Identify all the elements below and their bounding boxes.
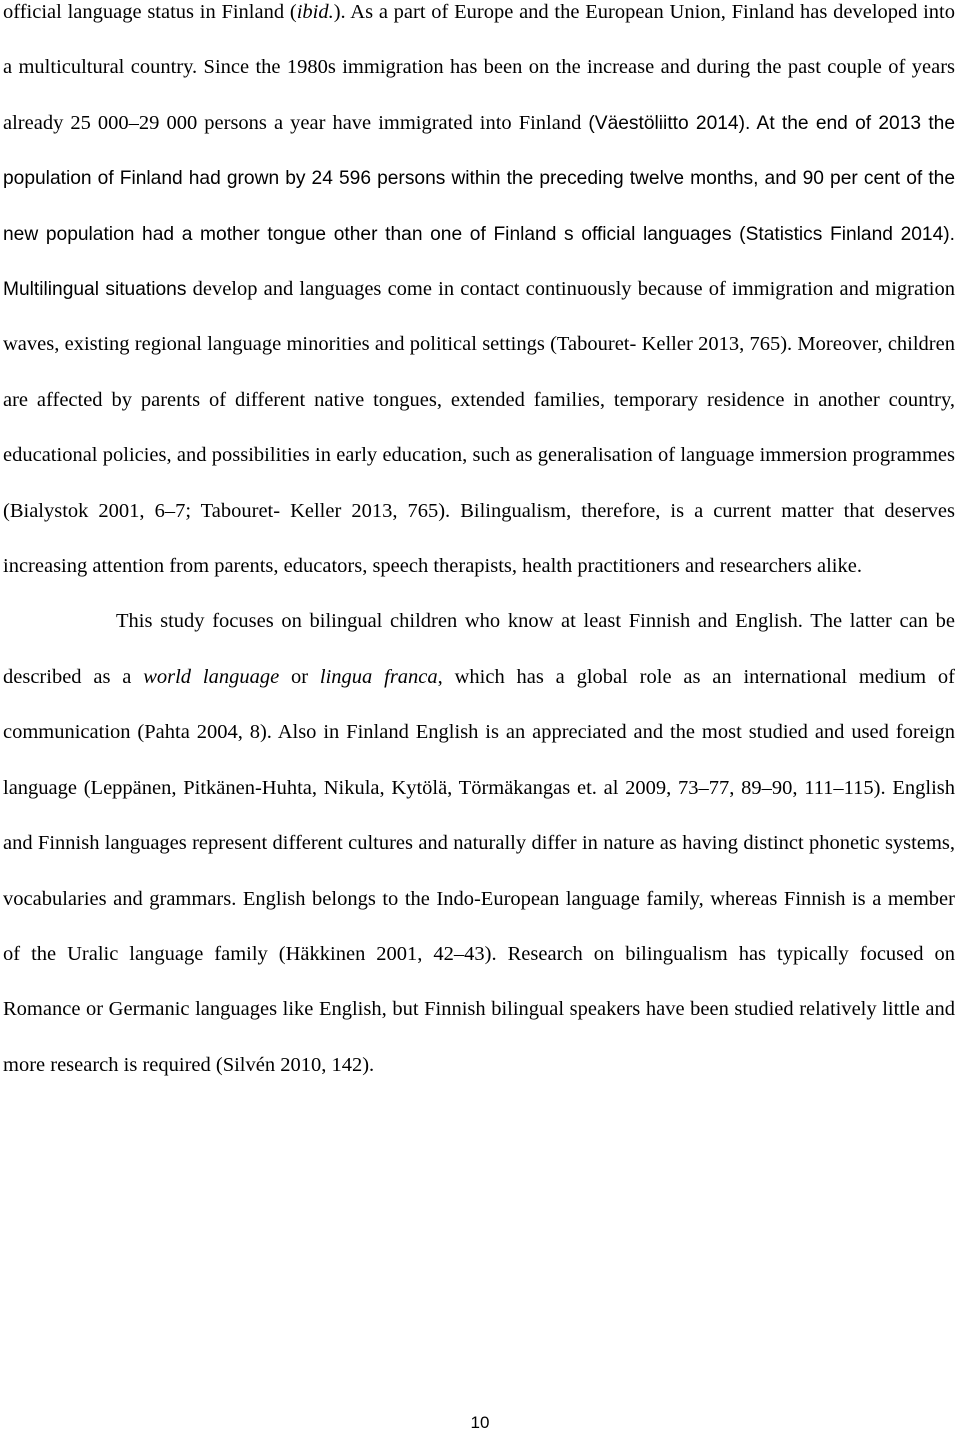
paragraph-2-rest: , which has a global role as an international medium of communication (Pahta 2004, 8). Also in Finland English is an appreciated and the most studied and used foreign language (Leppänen, Pitkänen-Huhta, Nikula, Kytölä, Törmäkangas et. al 2009, 73–77, 89–90, 111–115). English and Finnish languages represent different cultures and naturally differ in nature as having distinct phonetic systems, vocabularies and grammars. English belongs to the Indo-European language family, whereas Finnish is a member of the Uralic language family (Häkkinen 2001, 42–43). Research on bilingualism has typically focused on Romance or Germanic languages like English, but Finnish bilingual speakers have been studied relatively little and more research is required (Silvén 2010, 142).	[3, 665, 955, 1076]
paragraph-1-statistics: (Väestöliitto 2014). At the end of 2013 the population of Finland had grown by 24 596 persons within the preceding twelve months, and 90 per cent of the new population had a mother tongue other than one of Finland s official languages (Statistics Finland 2014). Multilingual situations	[3, 112, 955, 301]
ibid-term: ibid.	[296, 1, 334, 23]
paragraph-1-immigration: ). As a part of Europe and the European Union, Finland has developed into a multicultural country. Since the 1980s immigration has been on the increase and during the past couple of years already 25 000–29 000 persons a year have immigrated into Finland	[3, 1, 956, 134]
paragraph-2-or: or	[279, 665, 320, 688]
paragraph-1	[3, 0, 955, 594]
page-number: 10	[470, 1413, 490, 1432]
lingua-franca-term: lingua franca	[319, 665, 438, 688]
paragraph-1-start: official language status in Finland (	[3, 1, 297, 23]
paragraph-2-start: This study focuses on bilingual children who know at least Finnish and English. The latter can be described as a	[3, 610, 955, 688]
paragraph-1-multilingual: develop and languages come in contact continuously because of immigration and migration waves, existing regional language minorities and political settings (Tabouret- Keller 2013, 765). Moreover, children are affected by parents of different native tongues, extended families, temporary residence in another country, educational policies, and possibilities in early education, such as generalisation of language immersion programmes (Bialystok 2001, 6–7; Tabouret- Keller 2013, 765). Bilingualism, therefore, is a current matter that deserves increasing attention from parents, educators, speech therapists, health practitioners and researchers alike.	[3, 278, 955, 578]
body-text	[3, 0, 955, 1093]
paragraph-2	[3, 594, 955, 1093]
world-language-term: world language	[143, 665, 280, 688]
